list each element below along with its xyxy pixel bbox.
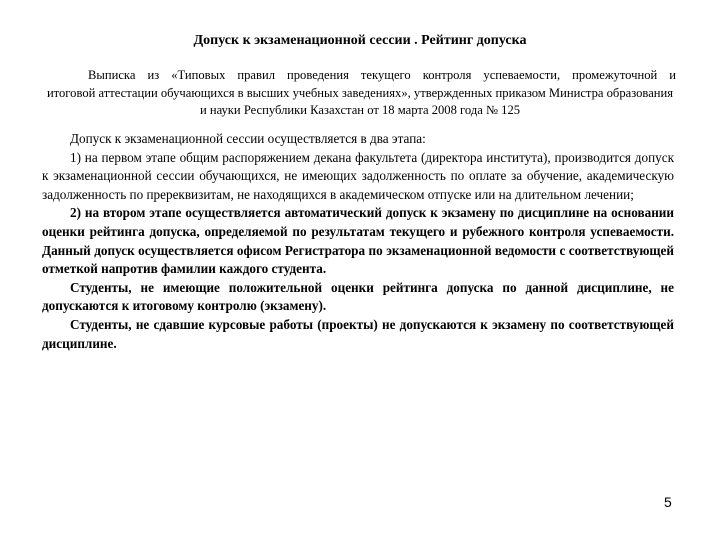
source-citation [44,67,676,120]
body-text [42,130,674,353]
paragraph-no-rating: Студенты, не имеющие положительной оценки рейтинга допуска по данной дисциплине, не допускаются к итоговому контролю (экзамену). [42,279,674,314]
citation-line-1: Выписка из «Типовых правил проведения текущего контроля успеваемости, промежуточной и [88,68,676,82]
paragraph-stage-2: 2) на втором этапе осуществляется автоматический допуск к экзамену по дисциплине на основании оценки рейтинга допуска, определяемой по результатам текущего и рубежного контроля успеваемости. Данный допуск осуществляется офисом Регистратора по экзаменационной ведомости с соответствующей отметкой напротив фамилии каждого студента. [42,205,674,277]
paragraph-stage-1: 1) на первом этапе общим распоряжением декана факультета (директора института), производится допуск к экзаменационной сессии обучающихся, не имеющих задолженность по оплате за обучение, академическую задолженность по пререквизитам, не находящихся в академическом отпуске или на длительном лечении; [42,149,674,202]
citation-line-2: итоговой аттестации обучающихся в высших учебных заведениях», утвержденных приказом Министра образования и науки Республики Казахстан от 18 марта 2008 года № 125 [46,85,674,118]
page-number: 5 [664,494,672,510]
slide-title: Допуск к экзаменационной сессии . Рейтинг допуска [193,33,527,48]
paragraph-coursework: Студенты, не сдавшие курсовые работы (проекты) не допускаются к экзамену по соответствующей дисциплине. [42,316,674,351]
paragraph-intro: Допуск к экзаменационной сессии осуществляется в два этапа: [70,131,426,146]
